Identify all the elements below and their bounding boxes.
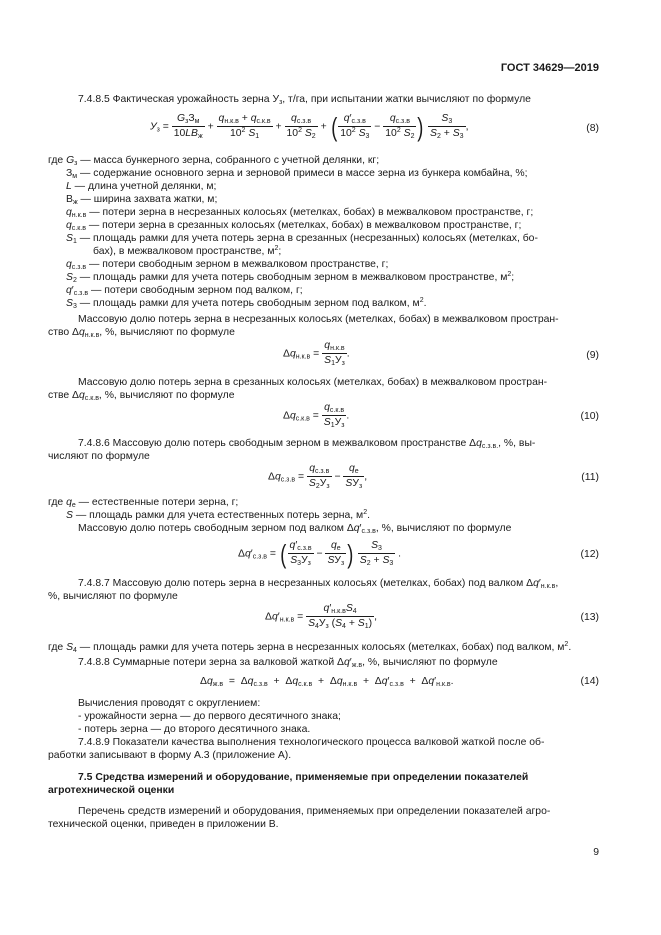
- definition-g3: где $G_з$ — масса бункерного зерна, собранного с учетной делянки, кг;: [48, 155, 380, 167]
- paragraph-9-b: ство $\Delta q_{н.к.в}$, %, вычисляют по формуле: [48, 327, 235, 339]
- formula-9: $\Delta q_{н.к.в}$ = $q_{н.к.в}$ $S_1У_з$ .: [283, 340, 350, 367]
- document-code: ГОСТ 34629—2019: [500, 62, 599, 74]
- definition-s4: где $S_4$ — площадь рамки для учета потерь зерна в несрезанных колосьях (метелках, бобах) под валком, $м^2$.: [48, 641, 572, 654]
- definition-s1-cont: бах), в межвалковом пространстве, $м^2$;: [93, 245, 282, 257]
- paragraph-7-4-8-5: 7.4.8.5 Фактическая урожайность зерна $У_з$, т/га, при испытании жатки вычисляют по формуле: [78, 94, 531, 106]
- section-7-5-body-cont: технической оценки, приведен в приложении В.: [48, 819, 279, 830]
- equation-number-13: (13): [580, 612, 599, 623]
- definition-qskv: $q_{с.к.в}$ — потери зерна в срезанных колосьях (метелках, бобах) в межвалковом пространстве, г;: [66, 220, 522, 232]
- definition-qszv: $q_{с.з.в}$ — потери свободным зерном в межвалковом пространстве, г;: [66, 259, 389, 271]
- definition-qnkv: $q_{н.к.в}$ — потери зерна в несрезанных колосьях (метелках, бобах) в межвалковом пространстве, г;: [66, 207, 534, 219]
- equation-number-11: (11): [581, 472, 599, 483]
- definition-zm: $З_м$ — содержание основного зерна и зерновой примеси в массе зерна из бункера комбайна, %;: [66, 168, 528, 180]
- definition-L: L — длина учетной делянки, м;: [66, 181, 217, 192]
- definition-s1: $S_1$ — площадь рамки для учета потерь зерна в срезанных (несрезанных) колосьях (метелках, бо-: [66, 233, 538, 245]
- equation-number-8: (8): [586, 123, 599, 134]
- page-number: 9: [593, 847, 599, 858]
- equation-number-14: (14): [580, 676, 599, 687]
- paragraph-13-b: %, вычисляют по формуле: [48, 591, 178, 602]
- paragraph-13-a: 7.4.8.7 Массовую долю потерь зерна в несрезанных колосьях (метелках, бобах) под валком $\Delta q'_{н.к.в}$,: [78, 578, 559, 590]
- definition-qszv-prime: $q'_{с.з.в}$ — потери свободным зерном под валком, г;: [66, 285, 303, 297]
- formula-10: $\Delta q_{с.к.в}$ = $q_{с.к.в}$ $S_1У_з$ .: [283, 402, 350, 429]
- section-7-5-body: Перечень средств измерений и оборудования, применяемых при определении показателей агро-: [78, 806, 551, 817]
- rounding-item-1: - урожайности зерна — до первого десятичного знака;: [78, 711, 341, 722]
- paragraph-14: 7.4.8.8 Суммарные потери зерна за валковой жаткой $\Delta q'_{ж.в}$, %, вычисляют по формуле: [78, 657, 498, 669]
- equation-number-10: (10): [580, 411, 599, 422]
- section-7-5-title-cont: агротехнической оценки: [48, 785, 175, 796]
- section-7-5-title: 7.5 Средства измерений и оборудование, применяемые при определении показателей: [78, 772, 529, 783]
- paragraph-7-4-8-9-a: 7.4.8.9 Показатели качества выполнения технологического процесса валковой жаткой после об-: [78, 737, 545, 748]
- definition-s2: $S_2$ — площадь рамки для учета потерь свободным зерном в межвалковом пространстве, $м^2$;: [66, 271, 515, 284]
- paragraph-10-b: стве $\Delta q_{с.к.в}$, %, вычисляют по формуле: [48, 390, 235, 402]
- definition-s3: $S_3$ — площадь рамки для учета потерь свободным зерном под валком, $м^2$.: [66, 297, 427, 310]
- definition-bzh: $В_ж$ — ширина захвата жатки, м;: [66, 194, 218, 206]
- paragraph-7-4-8-9-b: работки записывают в форму А.3 (приложение А).: [48, 750, 292, 761]
- paragraph-12: Массовую долю потерь свободным зерном под валком $\Delta q'_{с.з.в}$, %, вычисляют по формуле: [78, 523, 512, 535]
- paragraph-10-a: Массовую долю потерь зерна в срезанных колосьях (метелках, бобах) в межвалковом простран-: [78, 377, 548, 388]
- formula-11: $\Delta q_{с.з.в}$ = $q_{с.з.в}$ $S_2У_з$ − $q_е$ $SУ_з$ ,: [268, 463, 368, 490]
- paragraph-11-b: числяют по формуле: [48, 451, 150, 462]
- paragraph-9-a: Массовую долю потерь зерна в несрезанных колосьях (метелках, бобах) в межвалковом простран-: [78, 314, 559, 325]
- equation-number-12: (12): [580, 549, 599, 560]
- formula-12: $\Delta q'_{с.з.в}$ = ( $q'_{с.з.в}$ $S_3У_з$ − $q_е$ $SУ_з$ ) $\frac{S_3}{S_2 + S_3}$ .: [238, 538, 402, 569]
- formula-14: $\Delta q_{ж.в} = \Delta q_{с.з.в} + \Delta q_{с.к.в} + \Delta q_{н.к.в} + \Delta q'_{с.з.в} + \Delta q'_{н.к.в}$.: [200, 676, 454, 688]
- formula-8: $У_з$ = $G_зЗ_м$ $10LB_ж$ + $q_{н.к.в} + q_{с.к.в}$ $10^2$ $S_1$ + $q_{с.з.в}$ $10^2$ $S_2$ + ( $q'_{с.з.в}$ $10^2$ $S_3$ − $q_{с.з.в}$ $10^2$ $S_2$ ) $\frac{S_3}{S_2 + S_3}$ ,: [150, 111, 469, 142]
- paragraph-11-a: 7.4.8.6 Массовую долю потерь свободным зерном в межвалковом пространстве $\Delta q_{с.з.в.}$, %, вы-: [78, 438, 536, 450]
- definition-S: S — площадь рамки для учета естественных потерь зерна, $м^2$.: [66, 509, 370, 521]
- rounding-item-2: - потерь зерна — до второго десятичного знака.: [78, 724, 311, 735]
- rounding-intro: Вычисления проводят с округлением:: [78, 698, 261, 709]
- formula-13: $\Delta q'_{н.к.в}$ = $q'_{н.к.в}S_4$ $S_4У_з$ $(S_4 + S_1)$ ,: [265, 603, 377, 630]
- equation-number-9: (9): [586, 350, 599, 361]
- definition-qe: где $q_е$ — естественные потери зерна, г;: [48, 497, 239, 509]
